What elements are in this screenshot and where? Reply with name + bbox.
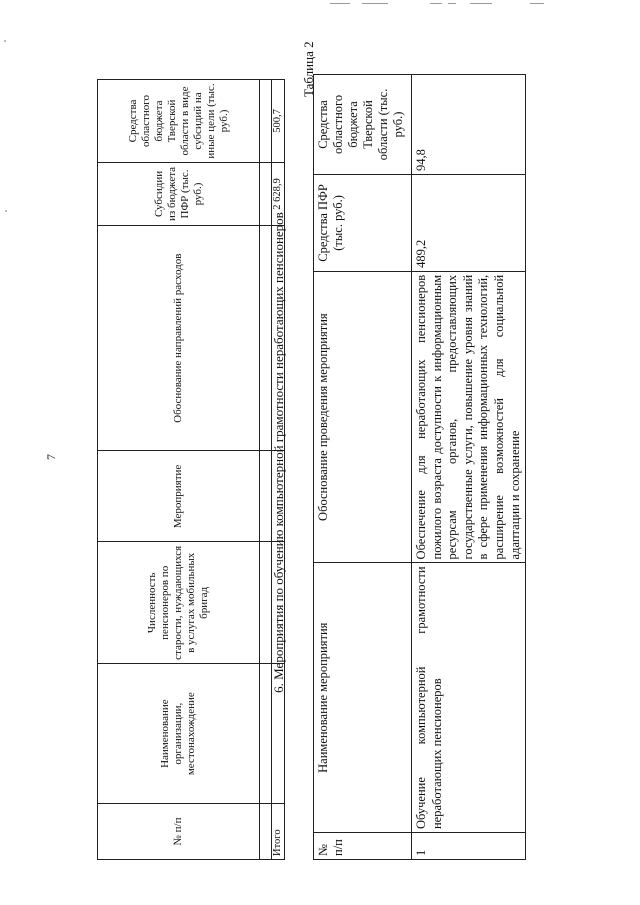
- table-row: [412, 75, 526, 860]
- column-header: Средства областного бюджета Тверской области (тыс. руб.): [314, 75, 412, 175]
- column-header: Средства ПФР (тыс. руб.): [314, 174, 412, 271]
- row-number: 1: [412, 833, 526, 860]
- measure-justification: Обеспечение для неработающих пенсионеров пожилого возраста доступности к информационным ресурсам органов, предоставляющих государственные услуги, повышение уровня знаний в сфере применения информационных технологий, расширение возможностей для социальной адаптации и сохранение: [412, 271, 526, 563]
- regional-funds: 94,8: [412, 75, 526, 175]
- column-header: Обоснование направлений расходов: [98, 225, 260, 451]
- table-label: Таблица 2: [301, 41, 316, 97]
- column-header: № п/п: [314, 833, 412, 860]
- expenses-table: [97, 79, 285, 860]
- column-header: Наименование мероприятия: [314, 563, 412, 833]
- table-header-row: [314, 75, 412, 860]
- column-header: Мероприятие: [98, 451, 260, 542]
- column-header: № п/п: [98, 804, 260, 860]
- total-regional: 500,7: [272, 80, 285, 163]
- page-number: 7: [44, 454, 58, 460]
- total-pfr: 2 628,9: [272, 162, 285, 225]
- column-header: Наименование организации, местонахождение: [98, 664, 260, 804]
- table-header-row: [98, 80, 260, 860]
- computer-literacy-table: [313, 74, 526, 860]
- column-header: Обоснование проведения мероприятия: [314, 271, 412, 563]
- total-label: Итого: [272, 804, 285, 860]
- section-title: 6. Мероприятия по обучению компьютерной грамотности неработающих пенсионеров: [271, 212, 286, 693]
- pfr-funds: 489,2: [412, 174, 526, 271]
- column-header: Численность пенсионеров по старости, нуждающихся в услугах мобильных бригад: [98, 542, 260, 664]
- column-header: Субсидии из бюджета ПФР (тыс. руб.): [98, 162, 260, 225]
- measure-name: Обучение компьютерной грамотности неработающих пенсионеров: [412, 563, 526, 833]
- table-row: [260, 80, 272, 860]
- column-header: Средства областного бюджета Тверской области в виде субсидий на иные цели (тыс. руб.): [98, 80, 260, 163]
